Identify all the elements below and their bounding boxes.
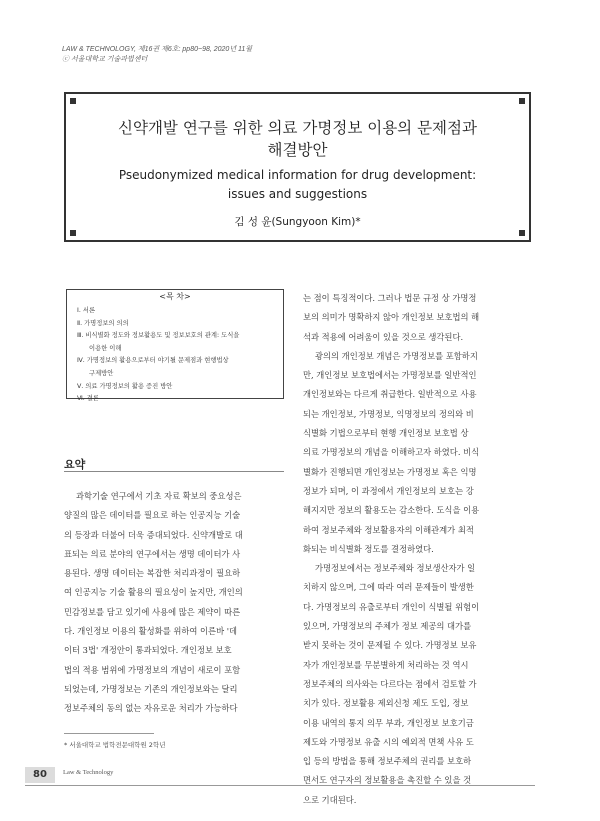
body-line: 정보가 되며, 이 과정에서 개인정보의 보호는 강 [303,485,474,496]
abstract-line: 다. 개인정보 이용의 활성화를 위하여 이른바 '데 [64,626,238,637]
body-line: 면서도 연구자의 정보활용을 촉진할 수 있을 것 [303,775,472,786]
body-line: 식별화 기법으로부터 현행 개인정보 보호법 상 [303,428,469,439]
abstract-line: 의 등장과 더불어 더욱 증대되었다. 신약개발로 대 [64,529,243,540]
table-of-contents [66,289,284,403]
title-box [64,92,531,242]
abstract-line: 표되는 의료 분야의 연구에서는 생명 데이터가 사 [64,548,241,559]
body-line: 화되는 비식별화 정도를 결정하였다. [303,543,434,554]
abstract-line: 정보주체의 동의 없는 자유로운 처리가 가능하다 [64,703,238,714]
body-line: 만, 개인정보 보호법에서는 가명정보를 일반적인 [303,370,477,381]
body-line: 있으며, 가명정보의 주체가 정보 제공의 대가를 [303,621,472,632]
toc-list [77,305,282,406]
body-line: 석과 적용에 어려움이 있을 것으로 생각된다. [303,331,464,342]
right-column-body [303,289,533,810]
corner-square-icon [519,98,525,104]
body-line: 보의 의미가 명확하지 않아 개인정보 보호법의 해 [303,312,480,323]
body-line: 이용 내역의 통지 의무 부과, 개인정보 보호기금 [303,717,474,728]
abstract-line: 법의 적용 범위에 가명정보의 개념이 새로이 포함 [64,664,241,675]
toc-item: Ⅲ. 비식별화 정도와 정보활용도 및 정보보호의 관계: 도식을 [77,332,240,340]
body-line: 받지 못하는 것이 문제될 수 있다. 가명정보 보유 [303,640,477,651]
title-english-line2: issues and suggestions [227,187,368,201]
body-line: 정보주체의 의사와는 다르다는 점에서 검토할 가 [303,678,477,689]
abstract-line: 과학기술 연구에서 기초 자료 확보의 중요성은 [76,491,242,501]
journal-header [62,45,252,65]
page-footer [25,765,535,785]
author: 김 성 윤(Sungyoon Kim)* [234,216,361,228]
title-english-line1: Pseudonymized medical information for drug development: [118,168,477,182]
abstract-line: 양질의 많은 데이터를 필요로 하는 인공지능 기술 [64,510,241,521]
abstract-body [64,487,286,719]
toc-item: Ⅵ. 결론 [77,395,99,403]
title-korean-line1: 신약개발 연구를 위한 의료 가명정보 이용의 문제점과 [118,119,477,137]
journal-publisher: ⓒ 서울대학교 기술과법센터 [62,56,148,63]
toc-item: 이용한 이해 [89,344,122,352]
toc-item: Ⅱ. 가명정보의 의의 [77,319,129,327]
abstract-line: 여 인공지능 기술 활용의 필요성이 높지만, 개인의 [64,587,243,598]
corner-square-icon [70,230,76,236]
body-line: 제도와 가명정보 유출 시의 예외적 면책 사유 도 [303,736,474,747]
abstract-heading: 요약 [64,458,86,471]
body-line: 치가 있다. 정보활용 제외신청 제도 도입, 정보 [303,698,469,709]
corner-square-icon [519,230,525,236]
toc-item: Ⅳ. 가명정보의 활용으로부터 야기될 문제점과 현행법상 [77,357,229,365]
body-line: 하여 정보주체와 정보활용자의 이해관계가 최적 [303,524,474,535]
body-line: 되는 개인정보, 가명정보, 익명정보의 정의와 비 [303,408,474,419]
journal-citation: LAW & TECHNOLOGY, 제16권 제6호: pp80~98, 2020년 11월 [62,46,253,53]
abstract-divider [64,471,284,472]
body-line: 별화가 진행되면 개인정보는 가명정보 혹은 익명 [303,466,477,477]
body-line: 해지지만 정보의 활용도는 감소한다. 도식을 이용 [303,505,480,516]
toc-title: <목 차> [153,292,196,301]
body-line: 으로 기대된다. [303,794,357,805]
page-number: 80 [25,767,55,783]
body-line: 치하지 않으며, 그에 따라 여러 문제들이 발생한 [303,582,474,593]
footnote: * 서울대학교 법학전문대학원 2학년 [64,741,166,749]
body-line: 다. 가명정보의 유출로부터 개인이 식별될 위험이 [303,601,480,612]
title-korean-line2: 해결방안 [267,141,328,159]
body-line: 자가 개인정보를 무분별하게 처리하는 것 역시 [303,659,469,670]
abstract-line: 민감정보를 담고 있기에 사용에 많은 제약이 따른 [64,606,241,617]
footnote-divider [64,733,154,734]
body-line: 가명정보에서는 정보주체와 정보생산자가 일 [315,563,476,574]
body-line: 는 점이 특징적이다. 그러나 법문 규정 상 가명정 [303,293,477,303]
toc-item: Ⅰ. 서론 [77,307,96,314]
corner-square-icon [70,98,76,104]
abstract-line: 이터 3법' 개정안이 통과되었다. 개인정보 보호 [64,645,232,656]
footer-journal-name: Law & Technology [63,769,114,776]
toc-item: Ⅴ. 의료 가명정보의 활용 증진 방안 [77,382,173,390]
abstract-line: 되었는데, 가명정보는 기존의 개인정보와는 달리 [64,683,238,694]
body-line: 개인정보와는 다르게 취급한다. 일반적으로 사용 [303,389,477,400]
body-line: 의료 가명정보의 개념을 이해하고자 하였다. 비식 [303,447,480,458]
toc-item: 구제방안 [89,369,114,377]
body-line: 입 등의 방법을 통해 정보주체의 권리를 보호하 [303,756,472,767]
footer-divider [25,785,535,786]
body-line: 광의의 개인정보 개념은 가명정보를 포함하지 [315,350,478,361]
abstract-line: 용된다. 생명 데이터는 복잡한 처리과정이 필요하 [64,568,241,579]
